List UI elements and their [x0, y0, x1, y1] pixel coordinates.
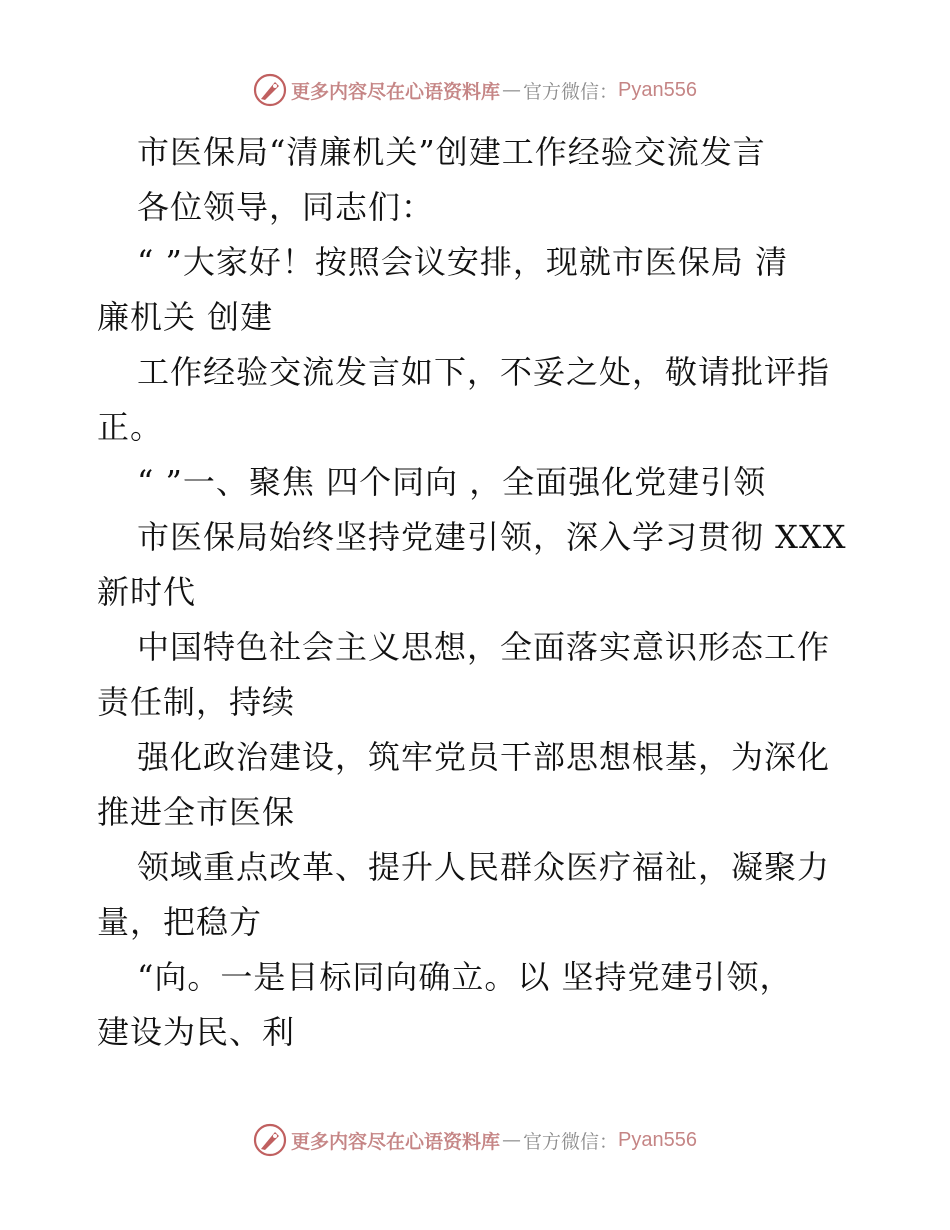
document-line: 工作经验交流发言如下，不妥之处，敬请批评指 [137, 353, 831, 391]
document-line: 推进全市医保 [97, 793, 296, 831]
document-line: “向。一是目标同向确立。以 坚持党建引领， [137, 958, 793, 996]
header-wechat-label: 官方微信： [523, 80, 619, 103]
document-line: 中国特色社会主义思想，全面落实意识形态工作 [137, 628, 831, 666]
footer-separator: — [502, 1129, 522, 1151]
document-line: 新时代 [97, 573, 197, 611]
header-separator: — [502, 79, 522, 101]
header-wechat-id: Pyan556 [618, 78, 697, 101]
document-line: 领域重点改革、提升人民群众医疗福祉，凝聚力 [137, 848, 831, 886]
pen-nib-logo-icon [253, 1123, 287, 1157]
header-banner [0, 70, 950, 110]
footer-banner [0, 1120, 950, 1160]
document-line: “ ”大家好！按照会议安排，现就市医保局 清 [137, 243, 789, 281]
document-line: 各位领导，同志们： [137, 188, 435, 226]
header-site-name: 更多内容尽在心语资料库 [291, 80, 501, 103]
document-line: 强化政治建设，筑牢党员干部思想根基，为深化 [137, 738, 831, 776]
document-line: 责任制，持续 [97, 683, 296, 721]
document-line: 市医保局始终坚持党建引领，深入学习贯彻 XXX [137, 518, 847, 556]
section-heading: “ ”一、聚焦 四个同向 ，全面强化党建引领 [137, 463, 767, 501]
footer-wechat-id: Pyan556 [618, 1128, 697, 1151]
document-line: 廉机关 创建 [97, 298, 274, 336]
footer-wechat-label: 官方微信： [523, 1130, 619, 1153]
document-title: 市医保局“清廉机关”创建工作经验交流发言 [137, 133, 766, 171]
pen-nib-logo-icon [253, 73, 287, 107]
document-line: 正。 [97, 408, 164, 446]
document-body [97, 125, 857, 1060]
document-line: 量，把稳方 [97, 903, 263, 941]
document-line: 建设为民、利 [97, 1013, 296, 1051]
footer-site-name: 更多内容尽在心语资料库 [291, 1130, 501, 1153]
